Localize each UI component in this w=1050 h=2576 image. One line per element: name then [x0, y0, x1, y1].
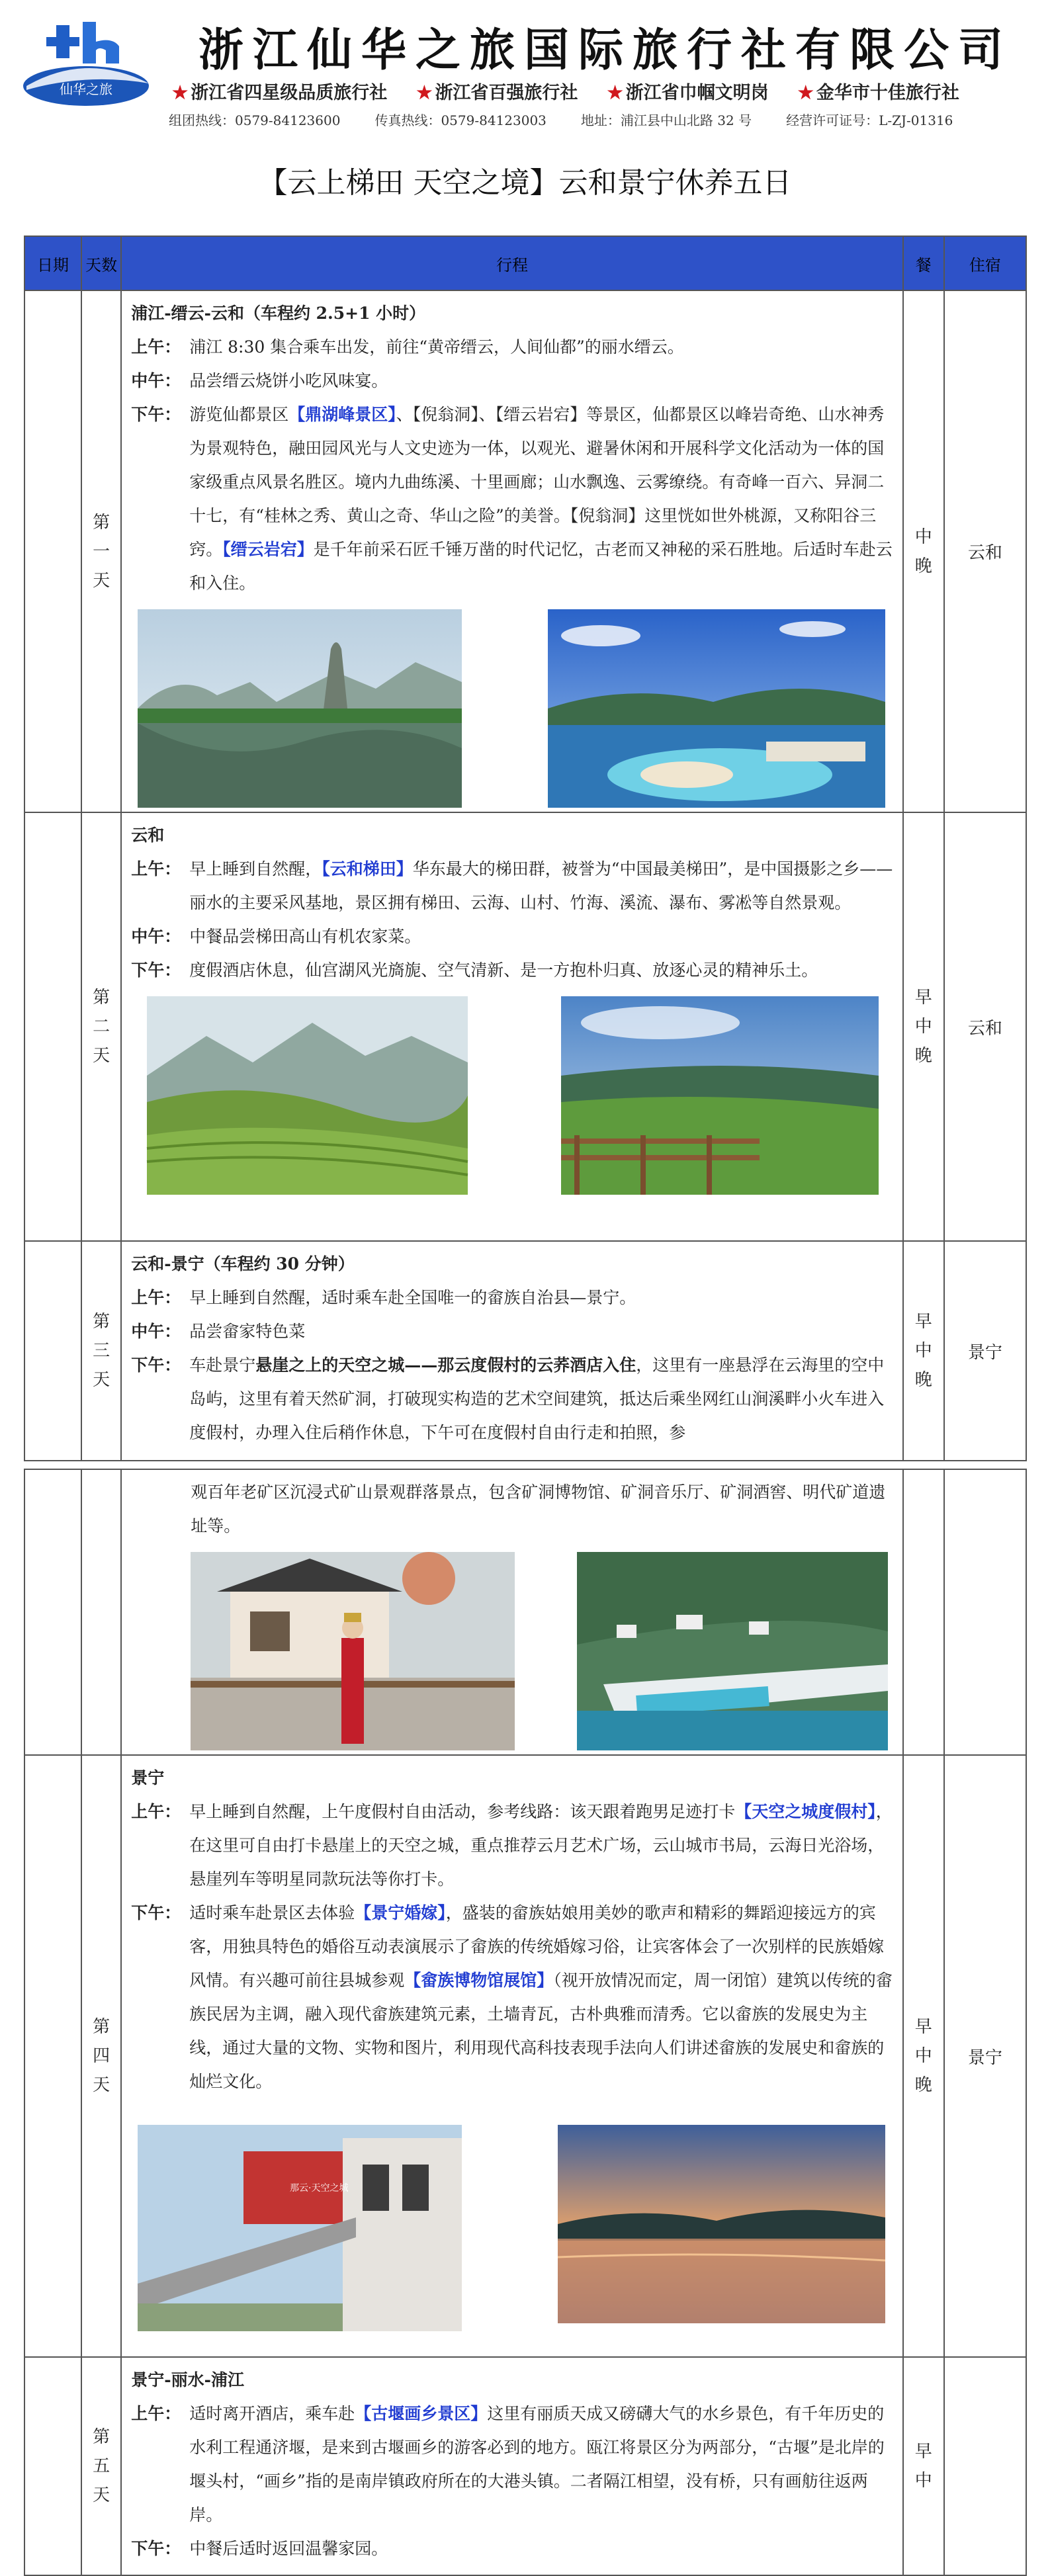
lodging-cell: [944, 2357, 1026, 2575]
route-title: 景宁: [131, 1768, 165, 1787]
segment-morning: 上午： 早上睡到自然醒，上午度假村自由活动，参考线路：该天跟着跑男足迹打卡【天空之城度假村】，在这里可自由打卡悬崖上的天空之城，重点推荐云月艺术广场，云山城市书局，云海日光浴场，悬崖列车等明星同款玩法等你打卡。: [131, 1802, 893, 1889]
contact-phone: 组团热线：0579-84123600: [169, 112, 341, 128]
honor-item: ★ 金华市十佳旅行社: [797, 83, 959, 103]
table-row-day2: [24, 812, 1026, 1241]
day-label: 第五天: [81, 2357, 121, 2575]
photo-sunset-lake: [558, 2125, 885, 2323]
segment-noon: 中午： 品尝缙云烧饼小吃风味宴。: [131, 371, 388, 390]
photo-row: [191, 1543, 895, 1754]
table-row-day1: [24, 290, 1026, 812]
meals-cell: 早中晚: [903, 1241, 944, 1461]
table-row-day3-continued: [24, 1469, 1026, 1755]
lodging-cell: 云和: [944, 812, 1026, 1241]
photo-row: [131, 2098, 895, 2335]
photo-xiandu-peak: [138, 609, 462, 808]
segment-noon: 中午： 品尝畲家特色菜: [131, 1322, 306, 1341]
honor-item: ★ 浙江省四星级品质旅行社: [172, 83, 388, 103]
photo-sky-city: [138, 2125, 462, 2331]
date-cell: [24, 1469, 81, 1755]
photo-cloud-resort: [577, 1552, 888, 1750]
day-label: 第二天: [81, 812, 121, 1241]
segment-afternoon: 下午： 度假酒店休息，仙宫湖风光旖旎、空气清新、是一方抱朴归真、放逐心灵的精神乐土。: [131, 961, 818, 980]
plan-cell: [121, 1755, 903, 2357]
company-logo: [20, 12, 152, 111]
plan-cell: [121, 1469, 903, 1755]
star-icon: ★: [172, 83, 189, 103]
segment-afternoon: 下午： 游览仙都景区【鼎湖峰景区】、【倪翁洞】、【缙云岩宕】等景区，仙都景区以峰岩奇绝、山水神秀为景观特色，融田园风光与人文史迹为一体，以观光、避暑休闲和开展科学文化活动为一体的国家级重点风景名胜区。境内九曲练溪、十里画廊；山水飘逸、云雾缭绕。有奇峰一百六、异洞二十七，有“桂林之秀、黄山之奇、华山之险”的美誉。【倪翁洞】这里恍如世外桃源，又称阳谷三窍。【缙云岩宕】是千年前采石匠千锤万凿的时代记忆，古老而又神秘的采石胜地。后适时车赴云和入住。: [131, 405, 893, 593]
table-header-row: [24, 236, 1026, 290]
star-icon: ★: [416, 83, 433, 103]
segment-morning: 上午： 适时离开酒店，乘车赴【古堰画乡景区】这里有丽质天成又磅礴大气的水乡景色，有千年历史的水利工程通济堰，是来到古堰画乡的游客必到的地方。瓯江将景区分为两部分，“古堰”是北岸的堰头村，“画乡”指的是南岸镇政府所在的大港头镇。二者隔江相望，没有桥，只有画舫往返两岸。: [131, 2404, 885, 2524]
date-cell: [24, 812, 81, 1241]
header-lodging: 住宿: [944, 236, 1026, 290]
contact-address: 地址：浦江县中山北路 32 号: [580, 112, 752, 128]
photo-terraces-boardwalk: [561, 996, 879, 1195]
photo-caption: 那云·天空之城: [290, 2183, 349, 2194]
plan-cell: [121, 1241, 903, 1461]
table-row-day4: [24, 1755, 1026, 2357]
star-icon: ★: [797, 83, 814, 103]
date-cell: [24, 290, 81, 812]
lodging-cell: [944, 1469, 1026, 1755]
day-label: 第一天: [81, 290, 121, 812]
meals-cell: 早中晚: [903, 812, 944, 1241]
contact-row: [169, 110, 953, 129]
route-title: 景宁-丽水-浦江: [131, 2370, 244, 2389]
route-title: 浦江-缙云-云和（车程约 2.5+1 小时）: [131, 304, 426, 323]
segment-afternoon: 下午： 适时乘车赴景区去体验【景宁婚嫁】，盛装的畲族姑娘用美妙的歌声和精彩的舞蹈迎接远方的宾客，用独具特色的婚俗互动表演展示了畲族的传统婚嫁习俗，让宾客体会了一次别样的民族婚嫁风情。有兴趣可前往县城参观【畲族博物馆展馆】（视开放情况而定，周一闭馆）建筑以传统的畲族民居为主调，融入现代畲族建筑元素，土墙青瓦，古朴典雅而清秀。它以畲族的发展史为主线，通过大量的文物、实物和图片，利用现代高科技表现手法向人们讲述畲族的发展史和畲族的灿烂文化。: [131, 1903, 893, 2091]
photo-lake-resort: [548, 609, 885, 808]
plan-cell: [121, 2357, 903, 2575]
header-date: 日期: [24, 236, 81, 290]
table-row-day5: [24, 2357, 1026, 2575]
itinerary-table-continued: [24, 1469, 1027, 2576]
photo-row: [131, 600, 895, 812]
segment-noon: 中午： 中餐品尝梯田高山有机农家菜。: [131, 927, 421, 946]
lodging-cell: 景宁: [944, 1241, 1026, 1461]
day-label: [81, 1469, 121, 1755]
segment-morning: 上午： 早上睡到自然醒，适时乘车赴全国唯一的畲族自治县—景宁。: [131, 1288, 636, 1307]
star-icon: ★: [607, 83, 623, 103]
header-days: 天数: [81, 236, 121, 290]
itinerary-table: [24, 236, 1027, 1461]
contact-fax: 传真热线：0579-84123003: [374, 112, 547, 128]
header-itinerary: 行程: [121, 236, 903, 290]
segment-morning: 上午： 浦江 8:30 集合乘车出发，前往“黄帝缙云，人间仙都”的丽水缙云。: [131, 337, 684, 357]
date-cell: [24, 1755, 81, 2357]
meals-cell: 中晚: [903, 290, 944, 812]
contact-license: 经营许可证号：L-ZJ-01316: [786, 112, 953, 128]
route-title: 云和: [131, 826, 165, 845]
segment-afternoon-cont: 观百年老矿区沉浸式矿山景观群落景点，包含矿洞博物馆、矿洞音乐厅、矿洞酒窖、明代矿道遗址等。: [191, 1482, 886, 1535]
honor-item: ★ 浙江省巾帼文明岗: [607, 83, 769, 103]
photo-she-costume: [191, 1552, 515, 1750]
company-name: 浙江仙华之旅国际旅行社有限公司: [198, 24, 1013, 77]
plan-cell: [121, 290, 903, 812]
meals-cell: 早中: [903, 2357, 944, 2575]
table-row-day3: [24, 1241, 1026, 1461]
photo-terraces-valley: [147, 996, 468, 1195]
day-label: 第三天: [81, 1241, 121, 1461]
day-label: 第四天: [81, 1755, 121, 2357]
honor-item: ★ 浙江省百强旅行社: [416, 83, 578, 103]
letterhead: [0, 0, 1050, 142]
header-meals: 餐: [903, 236, 944, 290]
segment-morning: 上午： 早上睡到自然醒，【云和梯田】华东最大的梯田群，被誉为“中国最美梯田”，是中国摄影之乡——丽水的主要采风基地，景区拥有梯田、云海、山村、竹海、溪流、瀑布、雾凇等自然景观。: [131, 859, 893, 912]
lodging-cell: 景宁: [944, 1755, 1026, 2357]
lodging-cell: 云和: [944, 290, 1026, 812]
route-title: 云和-景宁（车程约 30 分钟）: [131, 1254, 355, 1273]
date-cell: [24, 2357, 81, 2575]
honors-row: [172, 78, 959, 104]
page-title: 【云上梯田 天空之境】云和景宁休养五日: [258, 166, 792, 200]
meals-cell: 早中晚: [903, 1755, 944, 2357]
plan-cell: [121, 812, 903, 1241]
meals-cell: [903, 1469, 944, 1755]
date-cell: [24, 1241, 81, 1461]
segment-afternoon: 下午： 中餐后适时返回温馨家园。: [131, 2539, 388, 2558]
photo-row: [131, 987, 895, 1199]
segment-afternoon: 下午： 车赴景宁悬崖之上的天空之城——那云度假村的云荞酒店入住，这里有一座悬浮在云海里的空中岛屿，这里有着天然矿洞，打破现实构造的艺术空间建筑，抵达后乘坐网红山涧溪畔小火车进入度假村，办理入住后稍作休息，下午可在度假村自由行走和拍照，参: [131, 1355, 885, 1442]
logo-text: 仙华之旅: [60, 81, 112, 97]
